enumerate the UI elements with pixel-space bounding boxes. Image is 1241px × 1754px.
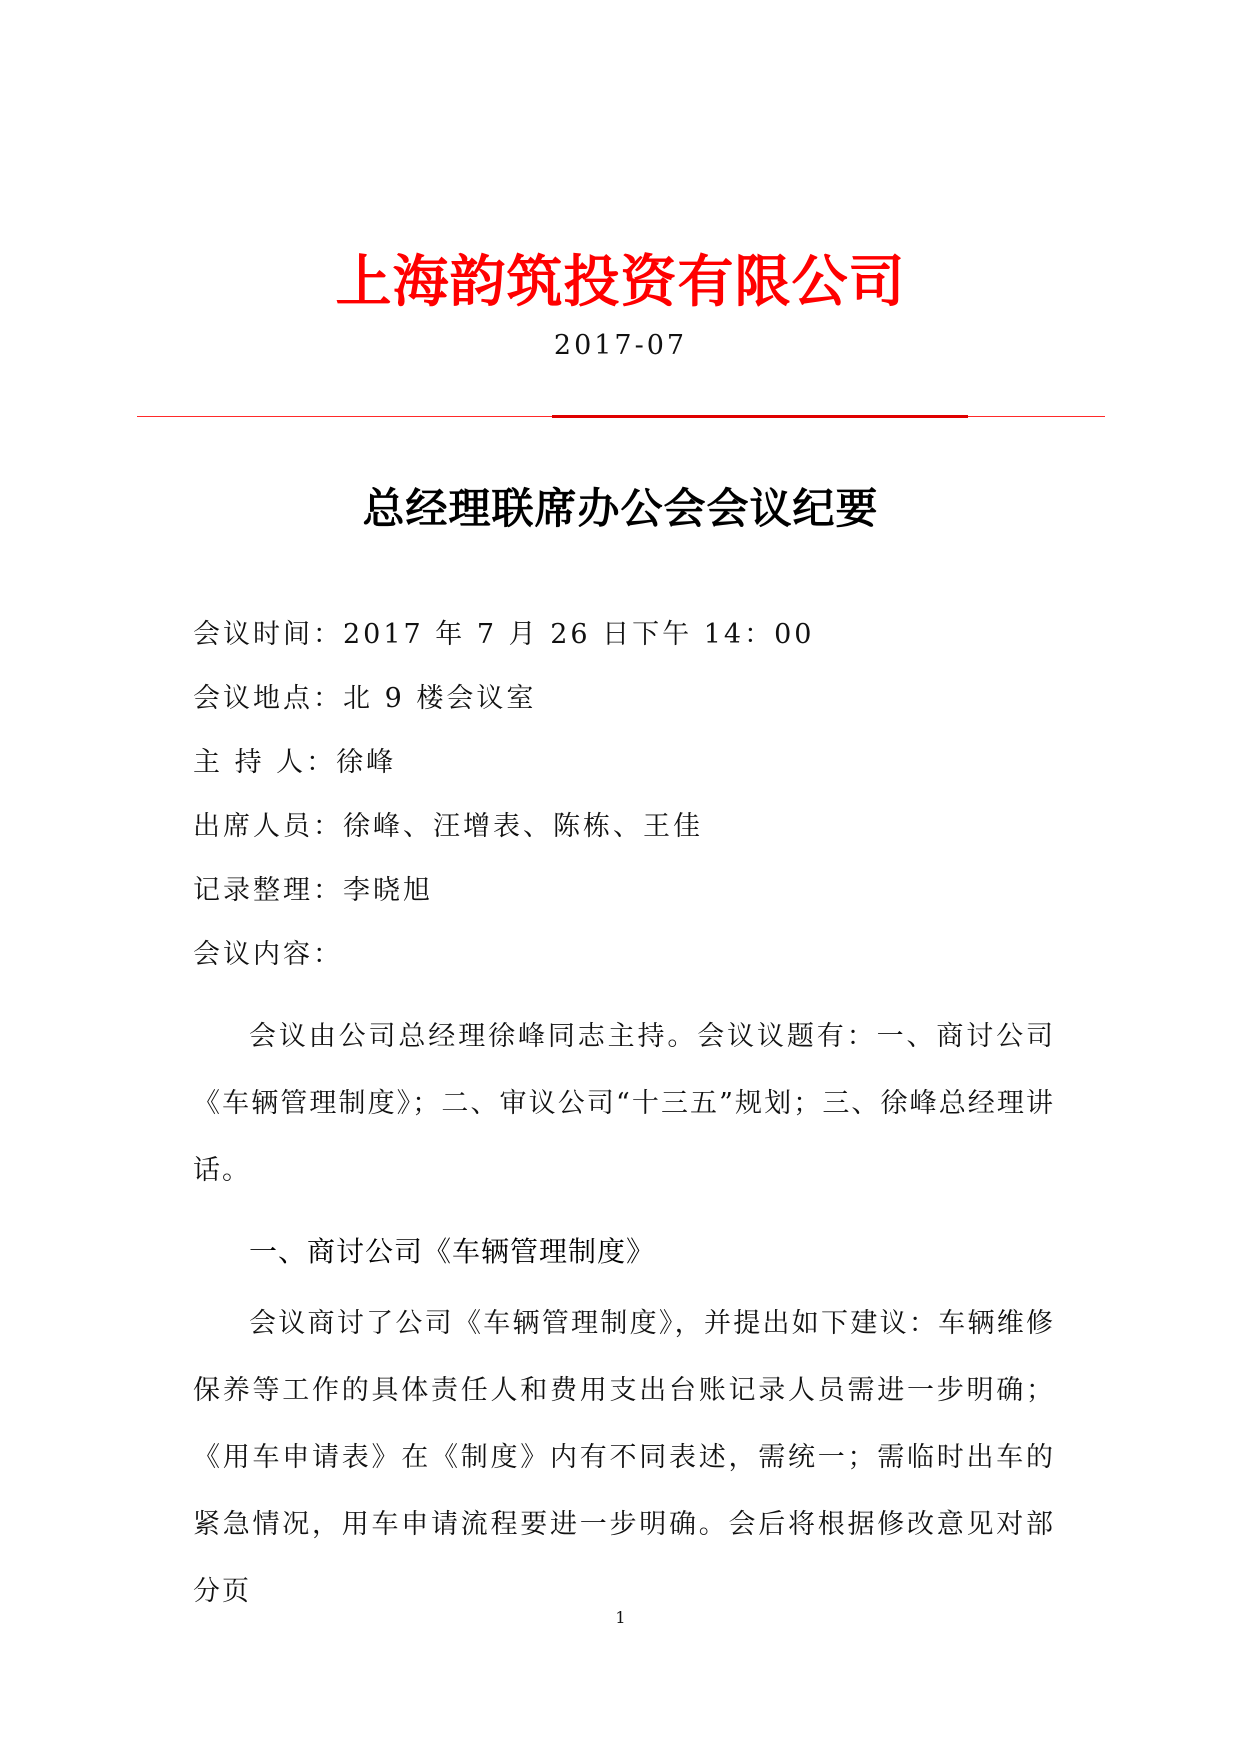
meeting-place-label: 会议地点： <box>193 683 343 714</box>
meeting-time-label: 会议时间： <box>193 619 343 650</box>
meeting-host-value: 徐峰 <box>336 747 397 778</box>
meeting-content-row <box>193 932 343 971</box>
letterhead-issue-date: 2017-07 <box>553 330 688 361</box>
meeting-place-value: 北 9 楼会议室 <box>343 683 537 714</box>
meeting-time-row <box>193 612 814 651</box>
meeting-recorder-row <box>193 868 433 907</box>
page-number: 1 <box>615 1608 626 1627</box>
meeting-attendees-value: 徐峰、汪增表、陈栋、王佳 <box>343 811 703 842</box>
meeting-host-label: 主 持 人： <box>193 747 337 778</box>
meeting-attendees-row <box>193 804 703 843</box>
meeting-recorder-label: 记录整理： <box>193 875 343 906</box>
meeting-attendees-label: 出席人员： <box>193 811 343 842</box>
section-1-paragraph: 会议商讨了公司《车辆管理制度》，并提出如下建议：车辆维修保养等工作的具体责任人和费用支出台账记录人员需进一步明确；《用车申请表》在《制度》内有不同表述，需统一；需临时出车的紧急情况，用车申请流程要进一步明确。会后将根据修改意见对部分页 <box>193 1308 1055 1607</box>
intro-paragraph: 会议由公司总经理徐峰同志主持。会议议题有：一、商讨公司《车辆管理制度》；二、审议公司“十三五”规划；三、徐峰总经理讲话。 <box>193 1021 1055 1186</box>
section-1-heading: 一、商讨公司《车辆管理制度》 <box>249 1235 656 1268</box>
letterhead-company-name: 上海韵筑投资有限公司 <box>335 249 906 315</box>
document-title: 总经理联席办公会会议纪要 <box>362 484 879 533</box>
meeting-host-row <box>193 740 396 779</box>
meeting-content-label: 会议内容： <box>193 939 343 970</box>
letterhead-divider-thick <box>552 415 968 418</box>
meeting-time-value: 2017 年 7 月 26 日下午 14：00 <box>343 619 815 650</box>
meeting-place-row <box>193 676 536 715</box>
meeting-recorder-value: 李晓旭 <box>343 875 433 906</box>
